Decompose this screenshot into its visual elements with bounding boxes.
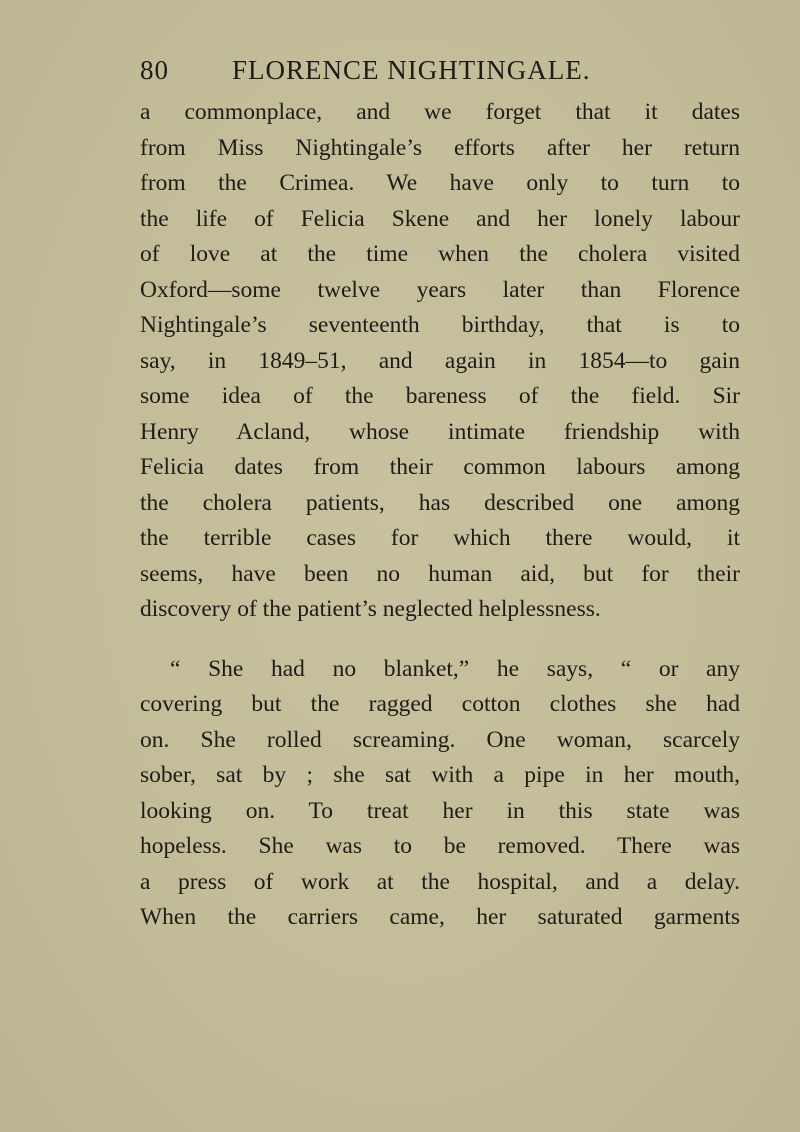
text-line: a press of work at the hospital, and a delay. [140,868,740,895]
text-line: sober, sat by ; she sat with a pipe in her mouth, [140,762,740,788]
page-number: 80 [140,55,169,85]
text-line: the life of Felicia Skene and her lonely labour [140,205,740,232]
text-line: a commonplace, and we forget that it dates [140,99,740,125]
running-title: FLORENCE NIGHTINGALE. [232,55,591,85]
text-line: When the carriers came, her saturated garments [140,904,740,930]
text-line: say, in 1849–51, and again in 1854—to gain [140,347,740,374]
text-line: of love at the time when the cholera visited [140,241,740,267]
text-line: the cholera patients, has described one among [140,489,740,516]
text-line: seems, have been no human aid, but for their [140,560,740,587]
text-line: the terrible cases for which there would, it [140,525,740,551]
paragraph-spacer [140,628,740,652]
text-line: “ She had no blanket,” he says, “ or any [170,655,740,682]
text-line: Felicia dates from their common labours among [140,454,740,480]
text-line: Henry Acland, whose intimate friendship with [140,418,740,445]
text-line: discovery of the patient’s neglected helplessness. [140,596,601,622]
text-line: covering but the ragged cotton clothes she had [140,691,740,717]
text-line: Nightingale’s seventeenth birthday, that is to [140,312,740,338]
text-line: hopeless. She was to be removed. There was [140,833,740,859]
text-line: Oxford—some twelve years later than Florence [140,276,740,303]
text-line: from the Crimea. We have only to turn to [140,170,740,196]
paragraph-2 [140,652,740,936]
body-text [140,95,740,936]
text-line: from Miss Nightingale’s efforts after her return [140,134,740,161]
text-line: some idea of the bareness of the field. Sir [140,383,740,409]
text-line: on. She rolled screaming. One woman, scarcely [140,726,740,753]
page-header [140,52,730,88]
text-line: looking on. To treat her in this state was [140,797,740,824]
paragraph-1 [140,95,740,628]
